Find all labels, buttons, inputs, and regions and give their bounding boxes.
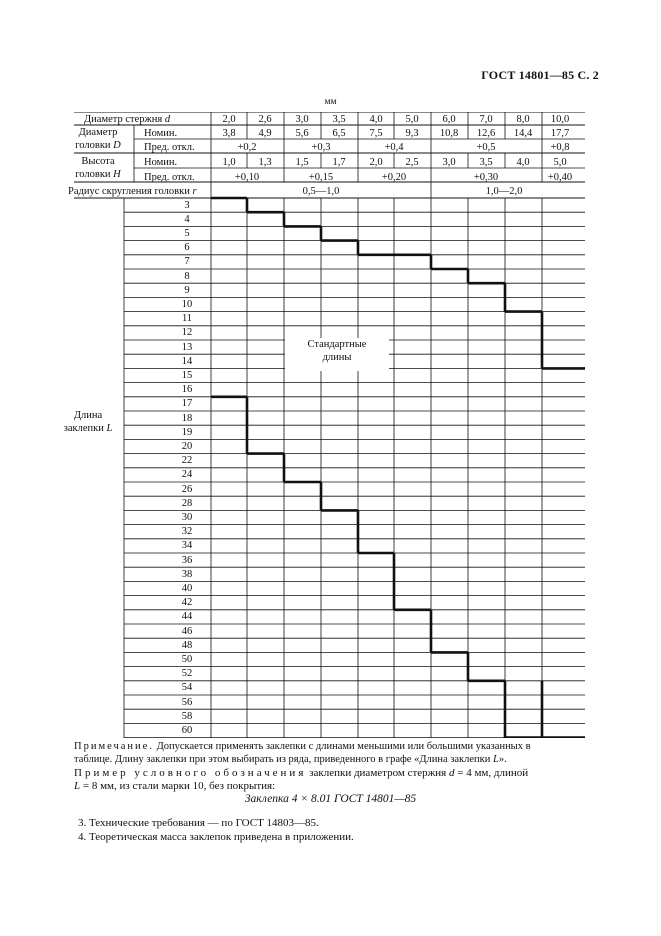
length-value: 60 xyxy=(181,724,193,736)
head-diameter-nom-value: 6,5 xyxy=(332,128,346,139)
table-grid xyxy=(74,112,585,738)
shaft-value: 3,0 xyxy=(295,114,309,125)
length-value: 17 xyxy=(181,398,193,410)
length-value: 22 xyxy=(181,455,193,467)
head-height-tol-value: +0,10 xyxy=(234,172,260,183)
rivet-dimensions-table xyxy=(63,112,585,738)
standard-lengths-box xyxy=(285,338,389,371)
length-value: 20 xyxy=(181,440,193,452)
shaft-value: 2,0 xyxy=(222,114,236,125)
length-value: 9 xyxy=(184,284,190,296)
length-value: 5 xyxy=(184,227,190,239)
length-value: 40 xyxy=(181,582,193,594)
length-value: 46 xyxy=(181,625,193,637)
length-label-1: Длина xyxy=(73,410,103,421)
head-diameter-nom-value: 14,4 xyxy=(513,128,533,139)
length-value: 38 xyxy=(181,568,193,580)
head-height-nom-value: 2,0 xyxy=(369,157,383,168)
shaft-value: 5,0 xyxy=(405,114,419,125)
length-value: 19 xyxy=(181,426,193,438)
head-diameter-tol-value: +0,8 xyxy=(550,142,570,153)
example-line-1: Пример условного обозначения заклепки диаметром стержня d = 4 мм, длиной xyxy=(74,767,529,779)
shaft-value: 3,5 xyxy=(332,114,346,125)
length-value: 48 xyxy=(181,639,193,651)
standard-lengths-label-2: длины xyxy=(322,352,352,363)
length-value: 7 xyxy=(184,256,190,268)
length-value: 42 xyxy=(181,597,193,609)
radius-value: 0,5—1,0 xyxy=(302,186,340,197)
page-header: ГОСТ 14801—85 С. 2 xyxy=(481,68,599,82)
head-diameter-tol-value: +0,5 xyxy=(476,142,496,153)
head-height-label-1: Высота xyxy=(81,156,115,167)
length-label-2: заклепки L xyxy=(63,423,113,434)
length-value: 34 xyxy=(181,540,193,552)
head-diameter-nom-value: 7,5 xyxy=(369,128,383,139)
shaft-value: 8,0 xyxy=(516,114,530,125)
head-height-nom-value: 4,0 xyxy=(516,157,530,168)
length-value: 15 xyxy=(181,369,193,381)
shaft-value: 4,0 xyxy=(369,114,383,125)
radius-value: 1,0—2,0 xyxy=(485,186,523,197)
length-value: 58 xyxy=(181,710,193,722)
length-value: 11 xyxy=(181,313,193,325)
shaft-value: 7,0 xyxy=(479,114,493,125)
head-height-nom-label: Номин. xyxy=(144,157,178,168)
head-diameter-nom-value: 12,6 xyxy=(476,128,496,139)
head-height-label-2: головки H xyxy=(75,169,121,180)
head-height-nom-value: 1,0 xyxy=(222,157,236,168)
head-diameter-nom-value: 9,3 xyxy=(405,128,419,139)
head-height-tol-label: Пред. откл. xyxy=(144,172,195,183)
length-value: 24 xyxy=(181,469,193,481)
length-value: 3 xyxy=(184,199,190,211)
length-value: 54 xyxy=(181,682,193,694)
length-value: 50 xyxy=(181,653,193,665)
length-value: 26 xyxy=(181,483,193,495)
head-diameter-nom-value: 4,9 xyxy=(258,128,272,139)
standard-lengths-label-1: Стандартные xyxy=(307,339,367,350)
head-diameter-nom-value: 3,8 xyxy=(222,128,236,139)
length-value: 44 xyxy=(181,611,193,623)
head-diameter-nom-label: Номин. xyxy=(144,128,178,139)
head-diameter-tol-value: +0,4 xyxy=(384,142,404,153)
length-value: 10 xyxy=(181,298,193,310)
head-diameter-nom-value: 17,7 xyxy=(550,128,570,139)
shaft-value: 2,6 xyxy=(258,114,272,125)
head-diameter-nom-value: 5,6 xyxy=(295,128,309,139)
note-line-1: Примечание. Допускается применять заклепки с длинами меньшими или большими указанных в xyxy=(74,741,531,752)
head-height-nom-value: 1,7 xyxy=(332,157,346,168)
radius-label: Радиус скругления головки r xyxy=(68,186,197,197)
length-value: 14 xyxy=(181,355,193,367)
length-value: 4 xyxy=(184,213,190,225)
head-diameter-tol-label: Пред. откл. xyxy=(144,142,195,153)
example-line-2: L = 8 мм, из стали марки 10, без покрытия: xyxy=(74,780,276,792)
length-value: 18 xyxy=(181,412,193,424)
head-height-nom-value: 2,5 xyxy=(405,157,419,168)
head-diameter-nom-value: 10,8 xyxy=(439,128,459,139)
head-height-tol-value: +0,15 xyxy=(308,172,334,183)
length-value: 6 xyxy=(184,242,190,254)
note-line-2: таблице. Длину заклепки при этом выбирать из ряда, приведенного в графе «Длина заклепки L». xyxy=(74,754,507,765)
shaft-value: 6,0 xyxy=(442,114,456,125)
head-height-nom-value: 1,3 xyxy=(258,157,272,168)
head-height-tol-value: +0,20 xyxy=(381,172,407,183)
length-value: 28 xyxy=(181,497,193,509)
head-height-tol-value: +0,40 xyxy=(547,172,573,183)
item-4: 4. Теоретическая масса заклепок приведена в приложении. xyxy=(78,831,354,843)
head-diameter-label-2: головки D xyxy=(75,140,121,151)
head-height-nom-value: 3,0 xyxy=(442,157,456,168)
head-diameter-label-1: Диаметр xyxy=(78,127,118,138)
length-value: 13 xyxy=(181,341,193,353)
head-height-tol-value: +0,30 xyxy=(473,172,499,183)
length-value: 30 xyxy=(181,511,193,523)
shaft-diameter-label: Диаметр стержня d xyxy=(84,114,171,125)
length-value: 16 xyxy=(181,384,193,396)
length-value: 56 xyxy=(181,696,193,708)
length-value: 32 xyxy=(181,526,193,538)
length-value: 8 xyxy=(184,270,190,282)
head-height-nom-value: 3,5 xyxy=(479,157,493,168)
shaft-value: 10,0 xyxy=(550,114,570,125)
head-height-nom-value: 1,5 xyxy=(295,157,309,168)
unit-label: мм xyxy=(324,97,337,107)
item-3: 3. Технические требования — по ГОСТ 14803—85. xyxy=(78,817,319,829)
length-value: 36 xyxy=(181,554,193,566)
designation-formula: Заклепка 4 × 8.01 ГОСТ 14801—85 xyxy=(244,793,417,805)
head-diameter-tol-value: +0,2 xyxy=(237,142,257,153)
length-value: 12 xyxy=(181,327,193,339)
head-diameter-tol-value: +0,3 xyxy=(311,142,331,153)
length-value: 52 xyxy=(181,668,193,680)
head-height-nom-value: 5,0 xyxy=(553,157,567,168)
